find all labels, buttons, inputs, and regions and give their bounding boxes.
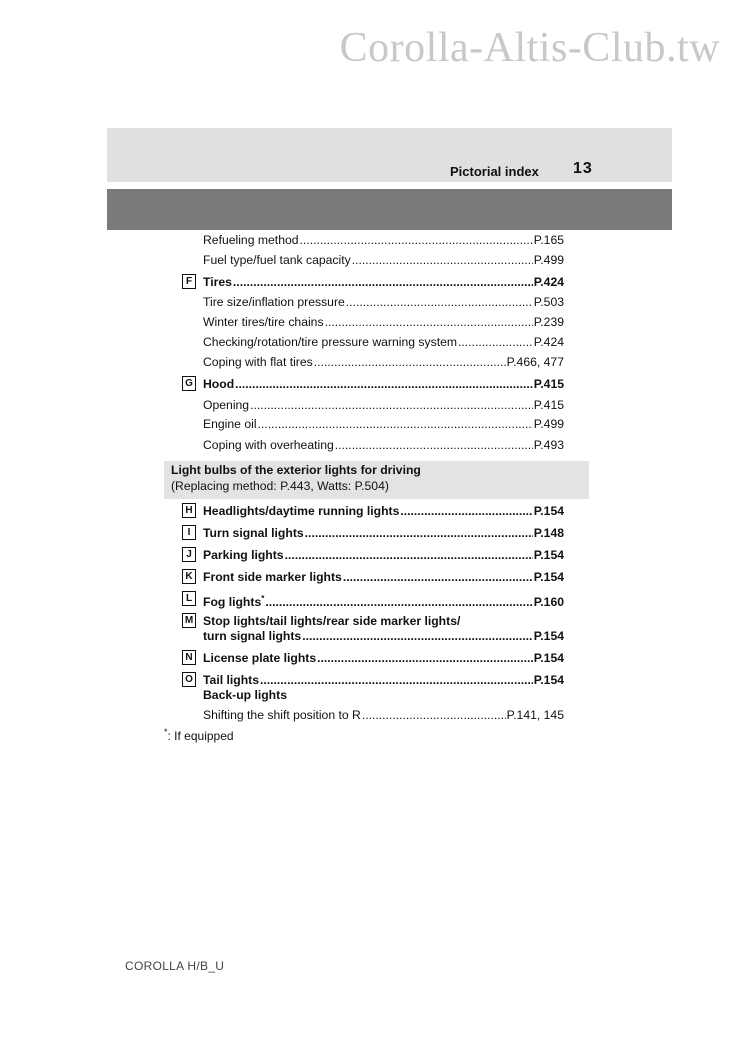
badge-i: I [182, 525, 196, 540]
index-entry-stop-lights-line1[interactable]: Stop lights/tail lights/rear side marker lights/ [203, 614, 461, 628]
index-entry-engine-oil[interactable]: Engine oil ..... P.499 [203, 416, 564, 432]
index-entry-license-plate[interactable]: License plate lights ..... P.154 [203, 650, 564, 666]
section-title: Light bulbs of the exterior lights for driving [171, 463, 421, 477]
badge-k: K [182, 569, 196, 584]
index-entry-tire-checking[interactable]: Checking/rotation/tire pressure warning system ..... P.424 [203, 334, 564, 350]
index-entry-tail-lights[interactable]: Tail lights ..... P.154 [203, 672, 564, 688]
index-entry-front-side-marker[interactable]: Front side marker lights ..... P.154 [203, 569, 564, 585]
index-entry-headlights[interactable]: Headlights/daytime running lights ..... P.154 [203, 503, 564, 519]
footnote: *: If equipped [164, 727, 234, 743]
index-entry-fuel-type[interactable]: Fuel type/fuel tank capacity ..... P.499 [203, 252, 564, 268]
index-entry-hood[interactable]: Hood ..... P.415 [203, 376, 564, 392]
badge-n: N [182, 650, 196, 665]
index-entry-turn-signal[interactable]: Turn signal lights ..... P.148 [203, 525, 564, 541]
index-entry-tires[interactable]: Tires ..... P.424 [203, 274, 564, 290]
badge-g: G [182, 376, 196, 391]
index-entry-overheating[interactable]: Coping with overheating ..... P.493 [203, 437, 564, 453]
page-section-title: Pictorial index [450, 164, 539, 179]
page-number: 13 [573, 160, 593, 177]
page-footer: COROLLA H/B_U [125, 959, 225, 973]
index-entry-refueling[interactable]: Refueling method ..... P.165 [203, 232, 564, 248]
index-entry-parking-lights[interactable]: Parking lights ..... P.154 [203, 547, 564, 563]
index-entry-backup-lights[interactable]: Back-up lights [203, 688, 287, 702]
section-subtitle: (Replacing method: P.443, Watts: P.504) [171, 479, 389, 493]
index-entry-winter-tires[interactable]: Winter tires/tire chains ..... P.239 [203, 314, 564, 330]
index-entry-opening[interactable]: Opening ..... P.415 [203, 397, 564, 413]
index-entry-flat-tires[interactable]: Coping with flat tires ..... P.466, 477 [203, 354, 564, 370]
badge-o: O [182, 672, 196, 687]
badge-h: H [182, 503, 196, 518]
index-entry-fog-lights[interactable]: Fog lights* ..... P.160 [203, 591, 564, 607]
index-entry-stop-lights[interactable]: turn signal lights ..... P.154 [203, 628, 564, 644]
index-entry-tire-size[interactable]: Tire size/inflation pressure ..... P.503 [203, 294, 564, 310]
index-entry-shift-to-r[interactable]: Shifting the shift position to R ..... P.141, 145 [203, 707, 564, 723]
badge-m: M [182, 613, 196, 628]
header-bar [107, 189, 672, 230]
badge-l: L [182, 591, 196, 606]
badge-j: J [182, 547, 196, 562]
badge-f: F [182, 274, 196, 289]
watermark: Corolla-Altis-Club.tw [339, 25, 720, 71]
